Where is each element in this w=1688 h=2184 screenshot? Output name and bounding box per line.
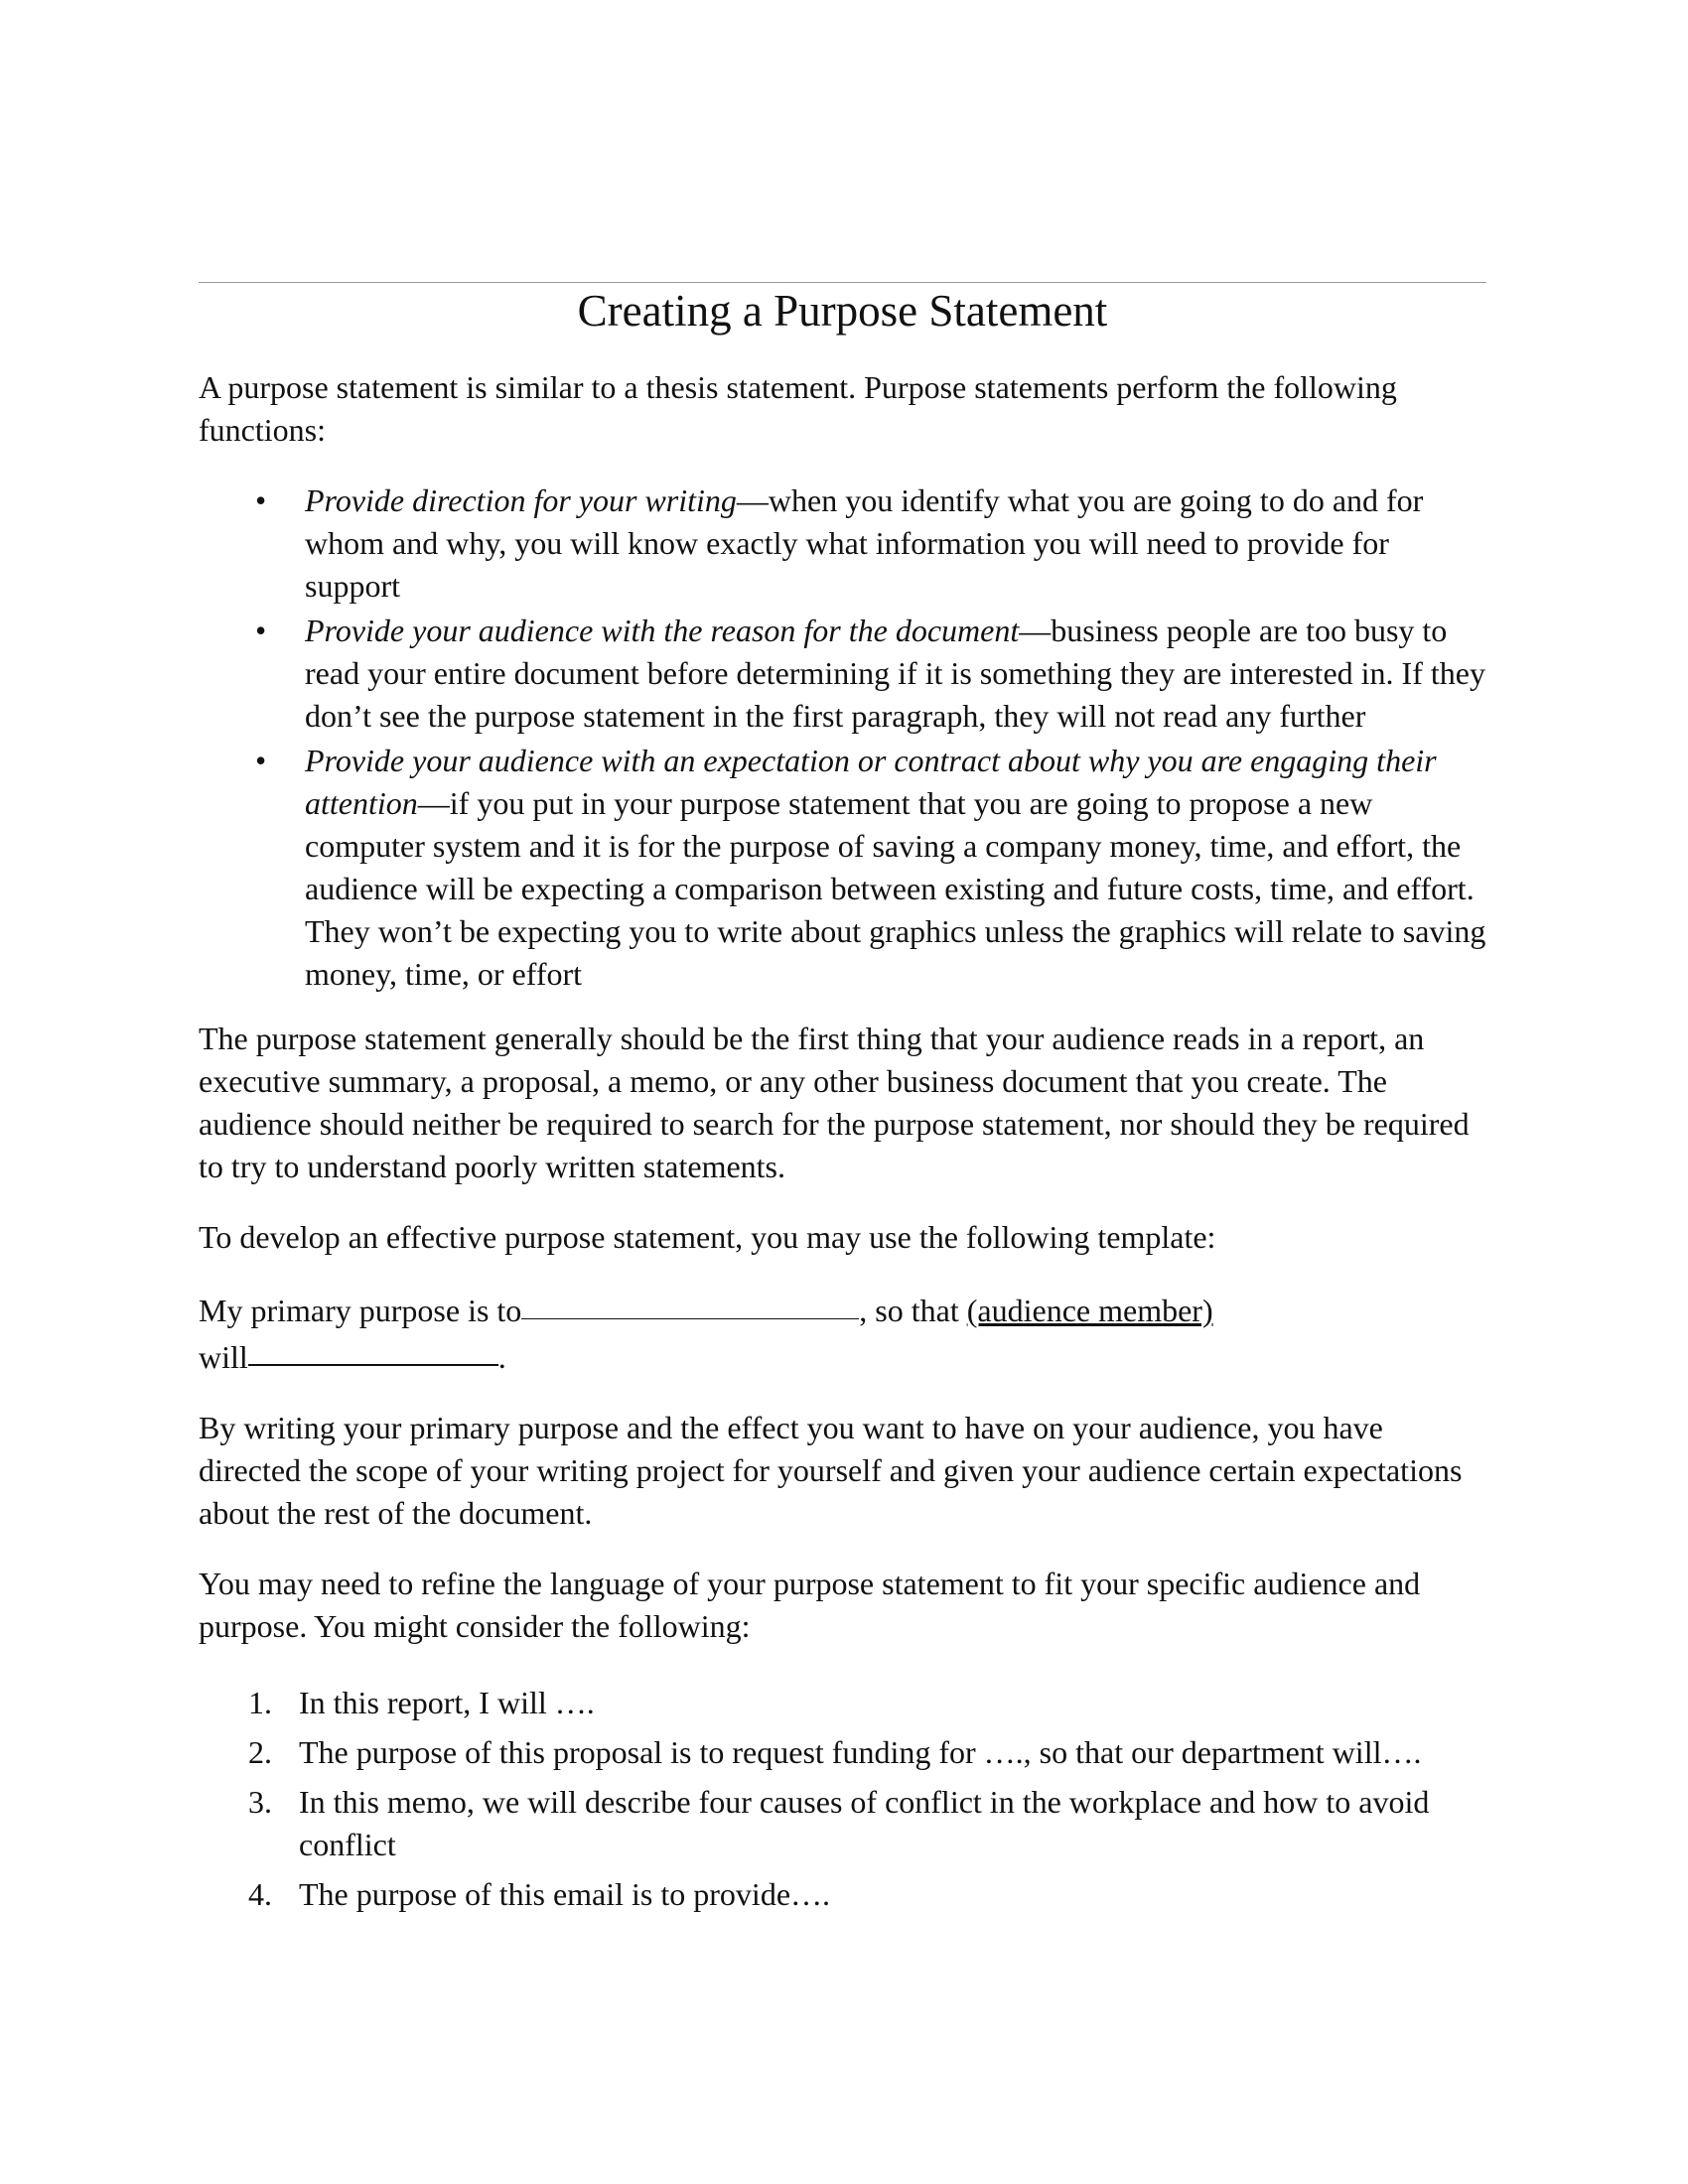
page-title: Creating a Purpose Statement — [577, 286, 1108, 336]
function-text: —if you put in your purpose statement that you are going to propose a new computer system and it is for the purpose of saving a company money, time, and effort, the audience will be expecting a comparison between existing and future costs, time, and effort. They won’t be expecting you to write about graphics unless the graphics will relate to saving money, time, or effort — [305, 785, 1486, 992]
list-number: 3. — [248, 1784, 272, 1820]
refine-paragraph: You may need to refine the language of your purpose statement to fit your specific audience and purpose. You might consider the following: — [199, 1566, 1421, 1644]
template-part1: My primary purpose is to — [199, 1293, 522, 1328]
function-text: —business people are too busy to read your entire document before determining if it is something they are interested in. If they don’t see the purpose statement in the first paragraph, they will not read any further — [305, 613, 1485, 734]
function-lead: Provide direction for your writing — [305, 482, 737, 518]
list-item — [199, 740, 1486, 996]
bullet-marker: • — [255, 482, 267, 518]
template-part3: will — [199, 1339, 248, 1375]
intro-paragraph: A purpose statement is similar to a thesis statement. Purpose statements perform the following functions: — [199, 369, 1397, 448]
bullet-marker: • — [255, 613, 267, 648]
purpose-blank — [521, 1285, 859, 1319]
example-text: The purpose of this email is to provide…. — [299, 1876, 831, 1912]
example-text: In this report, I will …. — [299, 1685, 595, 1720]
list-number: 2. — [248, 1734, 272, 1770]
effect-blank — [248, 1330, 498, 1366]
bullet-marker: • — [255, 743, 267, 778]
example-text: The purpose of this proposal is to request funding for …., so that our department will…. — [299, 1734, 1422, 1770]
template-part2: , so that — [859, 1293, 967, 1328]
function-text: —when you identify what you are going to do and for whom and why, you will know exactly what information you will need to provide for support — [305, 482, 1424, 604]
list-item — [199, 479, 1486, 608]
function-lead: Provide your audience with the reason for the document — [305, 613, 1020, 648]
example-text: In this memo, we will describe four causes of conflict in the workplace and how to avoid conflict — [299, 1784, 1430, 1862]
list-number: 4. — [248, 1876, 272, 1912]
list-item — [199, 1731, 1486, 1774]
examples-list — [199, 1682, 1486, 1916]
functions-list — [199, 479, 1486, 996]
audience-placeholder: (audience member) — [966, 1293, 1213, 1328]
function-lead: Provide your audience with an expectation or contract about why you are engaging their attention — [305, 743, 1437, 821]
list-item — [199, 1873, 1486, 1916]
list-number: 1. — [248, 1685, 272, 1720]
list-item — [199, 1781, 1486, 1866]
template-sentence — [199, 1287, 1486, 1379]
list-item — [199, 1682, 1486, 1724]
template-intro-paragraph: To develop an effective purpose statement, you may use the following template: — [199, 1219, 1216, 1255]
effect-paragraph: By writing your primary purpose and the effect you want to have on your audience, you have directed the scope of your writing project for yourself and given your audience certain expectations about the rest of the document. — [199, 1410, 1463, 1531]
template-end: . — [497, 1339, 506, 1375]
first-thing-paragraph: The purpose statement generally should be the first thing that your audience reads in a report, an executive summary, a proposal, a memo, or any other business document that you create. The audience should neither be required to search for the purpose statement, nor should they be required to try to understand poorly written statements. — [199, 1021, 1470, 1184]
list-item — [199, 610, 1486, 738]
document-page — [199, 282, 1486, 1923]
